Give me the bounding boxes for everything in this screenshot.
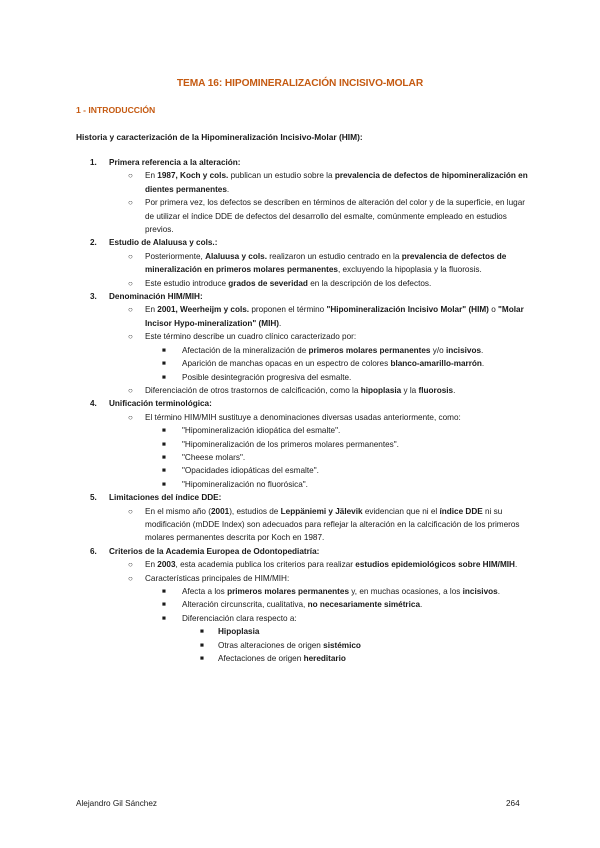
- square-bullet-icon: ■: [200, 655, 204, 663]
- sub-bullet-item: [0, 612, 600, 625]
- item-heading: Denominación HIM/MIH:: [109, 292, 203, 302]
- list-item-6: [0, 545, 600, 558]
- footer-page-number: 264: [506, 799, 520, 808]
- hollow-bullet-icon: ○: [128, 573, 133, 583]
- sub-bullet-item: [0, 464, 600, 477]
- sub-sub-bullet-item: [0, 652, 600, 665]
- item-number: 2.: [90, 238, 97, 248]
- square-bullet-icon: ■: [162, 614, 166, 622]
- bullet-item: [0, 572, 600, 585]
- bullet-text: En 2003, esta academia publica los criterios para realizar estudios epidemiológicos sobre HIM/MIH.: [145, 560, 518, 570]
- sub-bullet-item: [0, 344, 600, 357]
- item-heading: Estudio de Alaluusa y cols.:: [109, 238, 218, 248]
- hollow-bullet-icon: ○: [128, 171, 133, 181]
- bullet-item: [0, 505, 600, 545]
- sub-sub-bullet-item: [0, 625, 600, 638]
- sub-bullet-item: [0, 451, 600, 464]
- square-bullet-icon: ■: [162, 440, 166, 448]
- bullet-item: [0, 330, 600, 343]
- bullet-item: [0, 411, 600, 424]
- bullet-text: Este estudio introduce grados de severidad en la descripción de los defectos.: [145, 278, 432, 288]
- bullet-item: [0, 384, 600, 397]
- subsection-heading: Historia y caracterización de la Hipomineralización Incisivo-Molar (HIM):: [76, 132, 363, 142]
- square-bullet-icon: ■: [162, 588, 166, 595]
- sub-bullet-item: [0, 357, 600, 370]
- item-heading: Criterios de la Academia Europea de Odontopediatría:: [109, 546, 320, 556]
- square-bullet-icon: ■: [162, 346, 166, 354]
- sub-bullet-item: [0, 585, 600, 598]
- list-item-2: [0, 236, 600, 249]
- list-item-5: [0, 491, 600, 504]
- square-bullet-icon: ■: [162, 467, 166, 475]
- sub-bullet-item: [0, 371, 600, 384]
- bullet-item: [0, 303, 600, 330]
- sub-bullet-text: Posible desintegración progresiva del esmalte.: [182, 372, 352, 382]
- item-number: 3.: [90, 292, 97, 302]
- item-number: 6.: [90, 546, 97, 556]
- sub-bullet-text: Alteración circunscrita, cualitativa, no necesariamente simétrica.: [182, 600, 423, 610]
- sub-bullet-text: Afectación de la mineralización de primeros molares permanentes y/o incisivos.: [182, 345, 484, 355]
- square-bullet-icon: ■: [162, 360, 166, 368]
- bullet-item: [0, 558, 600, 571]
- sub-bullet-item: [0, 438, 600, 451]
- bullet-text: Características principales de HIM/MIH:: [145, 573, 290, 583]
- footer-author: Alejandro Gil Sánchez: [76, 799, 158, 808]
- item-number: 1.: [90, 158, 97, 167]
- hollow-bullet-icon: ○: [128, 385, 133, 395]
- square-bullet-icon: ■: [162, 480, 166, 488]
- list-item-1: [0, 156, 600, 169]
- sub-bullet-text: "Cheese molars".: [182, 452, 246, 462]
- numbered-list: [0, 156, 600, 665]
- hollow-bullet-icon: ○: [128, 332, 133, 342]
- hollow-bullet-icon: ○: [128, 506, 133, 516]
- hollow-bullet-icon: ○: [128, 560, 133, 570]
- square-bullet-icon: ■: [162, 427, 166, 435]
- hollow-bullet-icon: ○: [128, 251, 133, 261]
- sub-bullet-text: Aparición de manchas opacas en un espectro de colores blanco-amarillo-marrón.: [182, 359, 485, 369]
- square-bullet-icon: ■: [200, 628, 204, 636]
- bullet-text: Este término describe un cuadro clínico caracterizado por:: [145, 332, 357, 342]
- square-bullet-icon: ■: [162, 453, 166, 461]
- bullet-text: El término HIM/MIH sustituye a denominaciones diversas usadas anteriormente, como:: [145, 412, 461, 422]
- list-item-4: [0, 397, 600, 410]
- item-heading: Limitaciones del índice DDE:: [109, 493, 222, 503]
- sub-bullet-item: [0, 424, 600, 437]
- bullet-text: En el mismo año (2001), estudios de Leppäniemi y Jälevik evidencian que ni el índice DDE ni su modificación (mDDE Index) son adecuados para reflejar la alteración en la calcificación de los primeros molares permanentes descrita por Koch en 1987.: [145, 506, 520, 543]
- bullet-item: [0, 196, 600, 236]
- hollow-bullet-icon: ○: [128, 278, 133, 288]
- sub-bullet-text: "Opacidades idiopáticas del esmalte".: [182, 466, 319, 476]
- sub-bullet-text: "Hipomineralización idiopática del esmalte".: [182, 426, 341, 436]
- sub-sub-bullet-item: [0, 639, 600, 652]
- item-heading: Unificación terminológica:: [109, 399, 212, 409]
- square-bullet-icon: ■: [162, 373, 166, 381]
- sub-bullet-text: "Hipomineralización de los primeros molares permanentes".: [182, 439, 399, 449]
- sub-bullet-text: "Hipomineralización no fluorósica".: [182, 479, 308, 489]
- square-bullet-icon: ■: [200, 641, 204, 649]
- sub-bullet-item: [0, 478, 600, 491]
- bullet-item: [0, 250, 600, 277]
- sub-bullet-item: [0, 598, 600, 611]
- bullet-text: Diferenciación de otros trastornos de calcificación, como la hipoplasia y la fluorosis.: [145, 385, 456, 395]
- square-bullet-icon: ■: [162, 601, 166, 609]
- hollow-bullet-icon: ○: [128, 305, 133, 315]
- sub-bullet-text: Diferenciación clara respecto a:: [182, 613, 297, 623]
- hollow-bullet-icon: ○: [128, 198, 133, 208]
- hollow-bullet-icon: ○: [128, 412, 133, 422]
- sub-bullet-text: Afecta a los primeros molares permanentes y, en muchas ocasiones, a los incisivos.: [182, 587, 500, 596]
- list-item-3: [0, 290, 600, 303]
- item-heading: Primera referencia a la alteración:: [109, 158, 241, 167]
- bullet-text: Por primera vez, los defectos se describen en términos de alteración del color y de la superficie, en lugar de utilizar el índice DDE de defectos del desarrollo del esmalte, comúnmente empleado en estudios previos.: [145, 198, 526, 235]
- page-title: TEMA 16: HIPOMINERALIZACIÓN INCISIVO-MOLAR: [176, 78, 424, 89]
- sub-sub-bullet-text: Afectaciones de origen hereditario: [218, 654, 346, 664]
- bullet-item: [0, 277, 600, 290]
- sub-sub-bullet-text: Otras alteraciones de origen sistémico: [218, 640, 361, 650]
- bullet-text: En 1987, Koch y cols. publican un estudio sobre la prevalencia de defectos de hipomineralización en dientes permanentes.: [145, 171, 528, 194]
- section-heading: 1 - INTRODUCCIÓN: [76, 105, 156, 115]
- bullet-text: En 2001, Weerheijm y cols. proponen el término "Hipomineralización Incisivo Molar" (HIM) o "Molar Incisor Hypo-mineralization" (MIH).: [145, 305, 524, 328]
- bullet-item: [0, 169, 600, 196]
- sub-sub-bullet-text: Hipoplasia: [218, 627, 260, 637]
- item-number: 5.: [90, 493, 97, 503]
- bullet-text: Posteriormente, Alaluusa y cols. realizaron un estudio centrado en la prevalencia de defectos de mineralización en primeros molares permanentes, excluyendo la hipoplasia y la fluorosis.: [145, 251, 507, 275]
- item-number: 4.: [90, 399, 97, 409]
